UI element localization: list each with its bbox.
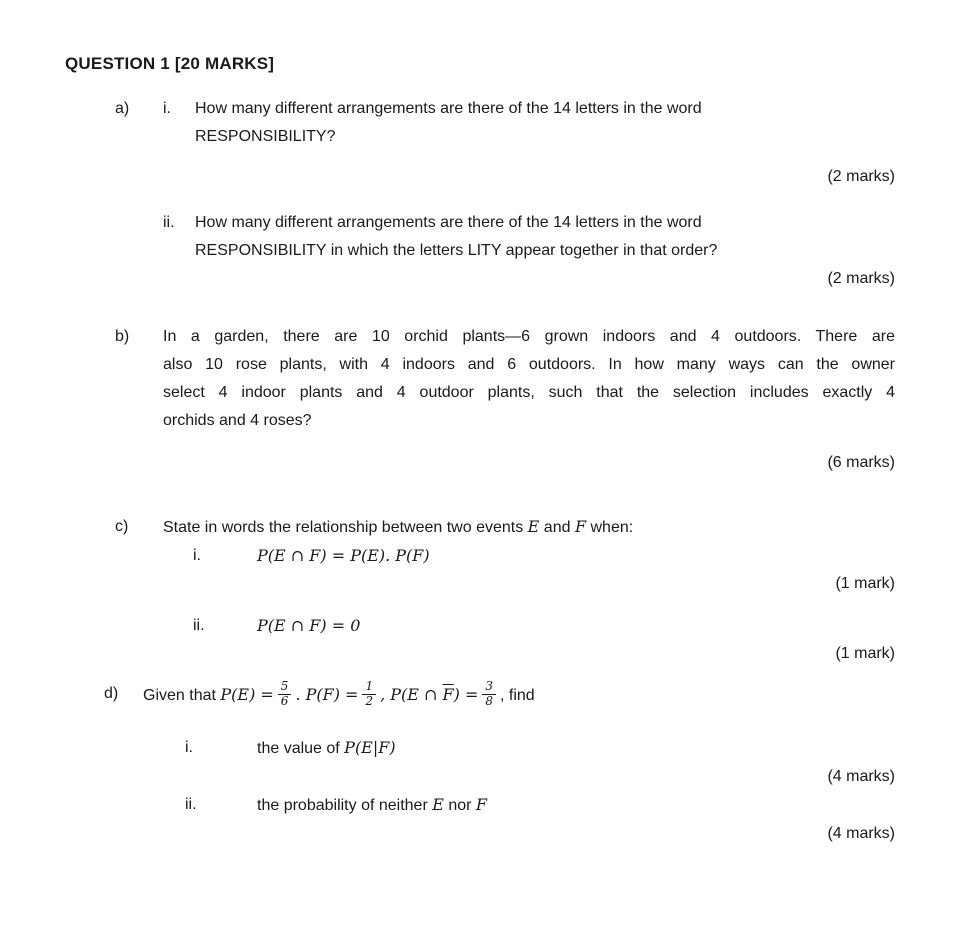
- text-line: How many different arrangements are there of the 14 letters in the word: [195, 100, 702, 117]
- equation-independence: P(E ∩ F) = P(E). P(F): [257, 546, 430, 565]
- fraction-numerator: 5: [278, 680, 292, 695]
- text-line: RESPONSIBILITY in which the letters LITY appear together in that order?: [195, 242, 718, 259]
- marks-b: (6 marks): [827, 454, 895, 471]
- text-line: In a garden, there are 10 orchid plants—6 grown indoors and 4 outdoors. There are: [163, 328, 895, 345]
- marks-a-ii: (2 marks): [827, 270, 895, 287]
- text-fragment: Given that: [143, 687, 221, 705]
- event-e-symbol: E: [432, 794, 444, 814]
- equation-mutually-exclusive: P(E ∩ F) = 0: [257, 616, 361, 635]
- part-c-subitem-i: [65, 542, 895, 570]
- part-c-intro: [163, 513, 895, 542]
- part-d-subitem-ii: [65, 791, 895, 820]
- part-d-i-label: i.: [185, 738, 193, 756]
- fraction-numerator: 1: [362, 680, 376, 695]
- part-a-ii-label: ii.: [163, 214, 175, 231]
- part-b: [65, 323, 895, 435]
- part-d-ii-label: ii.: [185, 795, 197, 813]
- marks-c-ii: (1 mark): [835, 645, 895, 662]
- fraction-three-eighths: [482, 680, 496, 709]
- marks-d-i: (4 marks): [827, 767, 895, 785]
- text-fragment: nor: [443, 796, 476, 814]
- part-c-label: c): [115, 518, 129, 535]
- fraction-denominator: 2: [365, 693, 374, 708]
- text-line: orchids and 4 roses?: [163, 412, 312, 429]
- fraction-denominator: 8: [485, 693, 494, 708]
- part-a-subitem-i: [65, 95, 895, 151]
- f-complement-symbol: $\overline{F}$: [442, 685, 454, 705]
- text-fragment: the probability of neither: [257, 796, 433, 814]
- part-a-i-label: i.: [163, 100, 171, 117]
- conditional-prob-expression: P(E|F): [344, 737, 396, 757]
- text-fragment: the value of: [257, 739, 345, 757]
- text-line: RESPONSIBILITY?: [195, 128, 336, 145]
- prob-intersection-expression: , P(E ∩: [380, 685, 443, 705]
- prob-e-expression: P(E) =: [220, 685, 274, 705]
- part-b-text: [163, 323, 895, 435]
- marks-c-i: (1 mark): [835, 575, 895, 592]
- text-fragment: State in words the relationship between two events: [163, 519, 528, 536]
- text-line: also 10 rose plants, with 4 indoors and 6 outdoors. In how many ways can the owner: [163, 356, 895, 373]
- text-fragment: , find: [500, 687, 535, 705]
- text-fragment: when:: [586, 519, 634, 536]
- question-title: QUESTION 1 [20 MARKS]: [65, 54, 275, 73]
- part-d-i-text: [257, 734, 895, 763]
- part-a-label: a): [115, 100, 130, 117]
- fraction-five-sixths: [278, 680, 292, 709]
- text-fragment: and: [539, 519, 575, 536]
- marks-a-i: (2 marks): [827, 168, 895, 185]
- fraction-numerator: 3: [482, 680, 496, 695]
- part-c: [65, 513, 895, 542]
- part-c-i-label: i.: [193, 547, 201, 564]
- part-d-ii-text: [257, 791, 895, 820]
- fraction-denominator: 6: [280, 693, 289, 708]
- part-d-subitem-i: [65, 734, 895, 763]
- text-line: How many different arrangements are there of the 14 letters in the word: [195, 214, 702, 231]
- part-a-ii-text: [195, 209, 895, 265]
- part-b-label: b): [115, 328, 130, 345]
- event-e-symbol: E: [527, 517, 540, 536]
- text-line: select 4 indoor plants and 4 outdoor plants, such that the selection includes exactly 4: [163, 384, 895, 401]
- part-a-subitem-ii: [65, 209, 895, 265]
- marks-d-ii: (4 marks): [827, 824, 895, 842]
- part-d-intro: [143, 680, 895, 712]
- fraction-one-half: [362, 680, 376, 709]
- event-f-symbol: F: [475, 794, 488, 814]
- part-d: [65, 680, 895, 712]
- prob-f-expression: . P(F) =: [295, 685, 359, 705]
- close-paren-equals: ) =: [453, 685, 479, 705]
- part-c-subitem-ii: [65, 612, 895, 640]
- event-f-symbol: F: [574, 517, 587, 536]
- part-c-ii-label: ii.: [193, 617, 205, 634]
- part-d-label: d): [104, 685, 119, 702]
- part-a-i-text: [195, 95, 895, 151]
